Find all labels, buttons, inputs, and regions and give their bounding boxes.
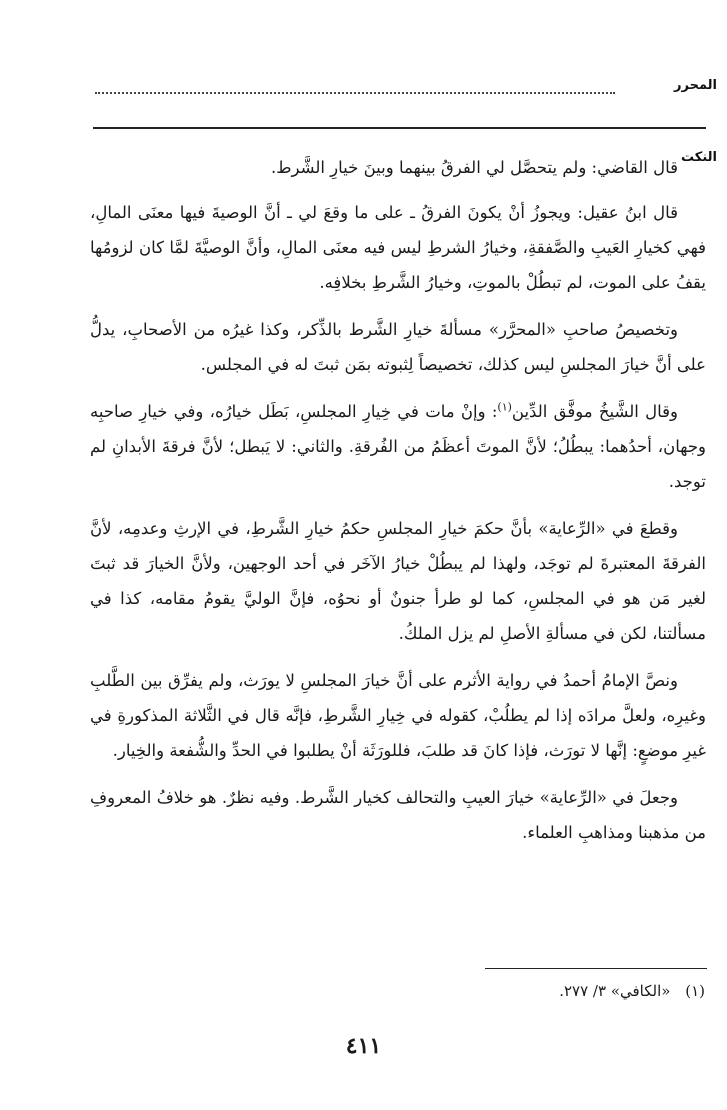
footnote-reference: (١) [497,400,512,414]
footnote-text: «الكافي» ٣/ ٢٧٧. [559,982,671,1000]
paragraph-5: وقطعَ في «الرِّعاية» بأنَّ حكمَ خيارِ المجلسِ حكمُ خيارِ الشَّرطِ، في الإرثِ وعدمِه، لأنَّ الفرقةَ المعتبرةَ لم توجَد، ولهذا لم يبطُلْ خيارُ الآخَر في أحد الوجهين، ولأنَّ الخيارَ قد ثبتَ لغير مَن هو في المجلسِ، كما لو طرأ جنونٌ أو نحوُه، فإنَّ الوليَّ يقومُ مقامه، كذا في مسألتنا، لكن في مسألةِ الأصلِ لم يزل الملكُ. [90,519,706,643]
paragraph-4 [90,394,706,499]
footnote-number: (١) [685,982,705,1000]
paragraph-1: قال القاضي: ولم يتحصَّل لي الفرقُ بينهما وبينَ خيارِ الشَّرط. [271,158,678,177]
paragraph-3: وتخصيصُ صاحبِ «المحرَّر» مسألةَ خيارِ الشَّرط بالذِّكر، وكذا غيرُه من الأصحابِ، يدلُّ على أنَّ خيارَ المجلسِ ليس كذلك، تخصيصاً لِثبوته بمَن ثبتَ له في المجلس. [90,320,706,374]
main-text [90,150,706,862]
paragraph-7: وجعلَ في «الرِّعاية» خيارَ العيبِ والتحالف كخيار الشَّرط. وفيه نظرٌ. هو خلافُ المعروفِ من مذهبنا ومذاهبِ العلماء. [90,788,706,842]
nukat-label: النكت [681,150,717,165]
header-rule [93,127,706,129]
muharrar-dotted-line [95,92,615,94]
paragraph-4-start: وقال الشَّيخُ موفَّق الدِّين [511,402,678,421]
muharrar-label: المحرر [674,78,717,93]
page-number: ٤١١ [345,1033,382,1059]
paragraph-4-rest: : وإنْ مات في خِيارِ المجلسِ، بَطَل خيارُه، وفي خيارِ صاحبِه وجهان، أحدُهما: يبطُلُ؛ لأنَّ الموتَ أعظَمُ من الفُرقةِ. والثاني: لا يَبطل؛ لأنَّ فرقةَ الأبدانِ لم توجد. [90,402,706,491]
paragraph-6: ونصَّ الإمامُ أحمدُ في رواية الأثرم على أنَّ خيارَ المجلسِ لا يورَث، ولم يفرِّق بين الطَّلبِ وغيرِه، ولعلَّ مرادَه إذا لم يطلُبْ، كقوله في خِيارِ الشَّرطِ، فإنَّه قال في الثَّلاثة المذكورةِ في غيرِ موضعٍ: إنَّها لا تورَث، فإذا كانَ قد طلبَ، فللورَثَة أنْ يطلبوا في الحدِّ والشُّفعة والخِيار. [90,671,706,760]
paragraph-2: قال ابنُ عقيل: ويجوزُ أنْ يكونَ الفرقُ ـ على ما وقعَ لي ـ أنَّ الوصيةَ فيها معنَى المالِ، فهي كخيارِ العَيبِ والصَّفقةِ، وخيارُ الشرطِ ليس فيه معنَى المالِ، وأنَّ الوصيَّةَ لمَّا كان لزومُها يقفُ على الموت، لم تبطُلْ بالموتِ، وخيارُ الشَّرطِ بخلافِه. [90,203,706,292]
footnote [559,982,705,1000]
footnote-rule [485,968,707,969]
